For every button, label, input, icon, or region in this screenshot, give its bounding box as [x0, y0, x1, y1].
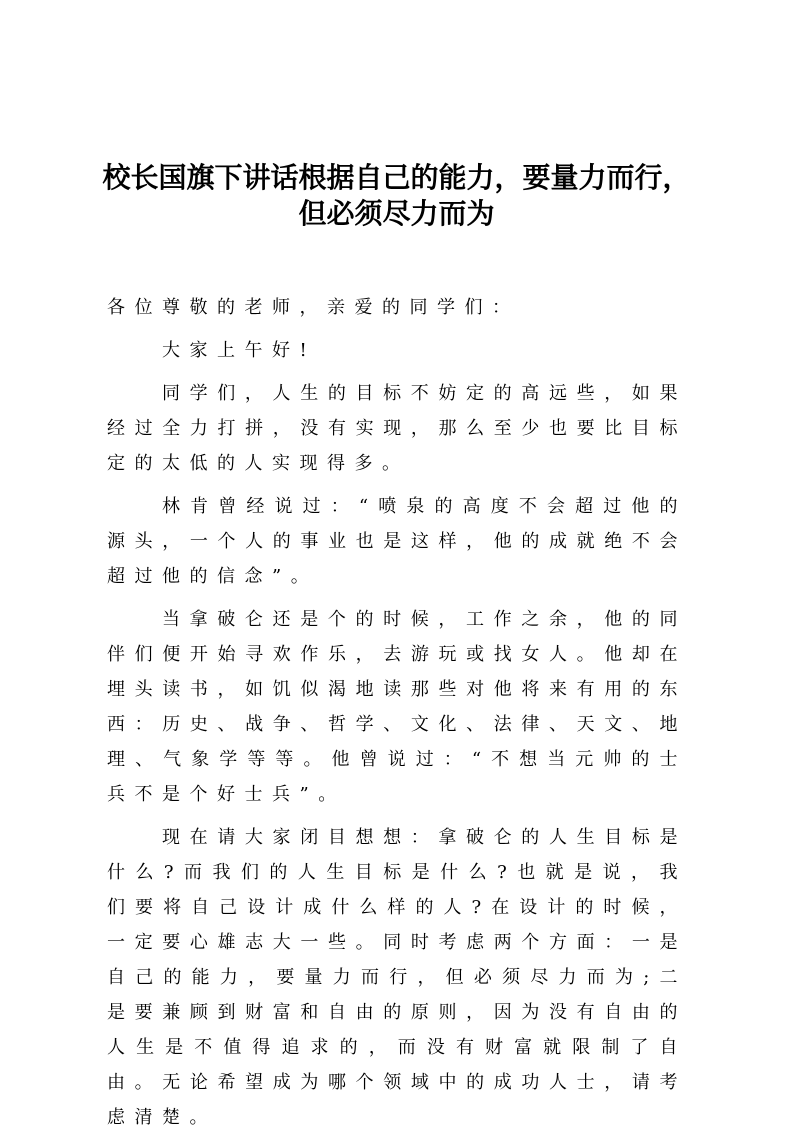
paragraph-conclusion: 现在请大家闭目想想：拿破仑的人生目标是什么?而我们的人生目标是什么?也就是说，我们要将自己设计成什么样的人?在设计的时候，一定要心雄志大一些。同时考虑两个方面：一是自己的能力，要量力而行，但必须尽力而为;二是要兼顾到财富和自由的原则，因为没有自由的人生是不值得追求的，而没有财富就限制了自由。无论希望成为哪个领域中的成功人士，请考虑清楚。	[107, 827, 687, 1128]
document-title: 校长国旗下讲话根据自己的能力，要量力而行，但必须尽力而为	[102, 161, 691, 230]
paragraph-lincoln-quote: 林肯曾经说过：“喷泉的高度不会超过他的源头，一个人的事业也是这样，他的成就绝不会超过他的信念”。	[107, 496, 687, 587]
paragraph-greeting: 大家上午好!	[162, 340, 317, 361]
salutation: 各位尊敬的老师，亲爱的同学们：	[107, 297, 520, 318]
paragraph: 同学们，人生的目标不妨定的高远些，如果经过全力打拼，没有实现，那么至少也要比目标定的太低的人实现得多。	[107, 383, 687, 474]
paragraph-napoleon: 当拿破仑还是个的时候，工作之余，他的同伴们便开始寻欢作乐，去游玩或找女人。他却在埋头读书，如饥似渴地读那些对他将来有用的东西：历史、战争、哲学、文化、法律、天文、地理、气象学等等。他曾说过：“不想当元帅的士兵不是个好士兵”。	[107, 609, 687, 805]
document-body	[107, 290, 687, 1143]
